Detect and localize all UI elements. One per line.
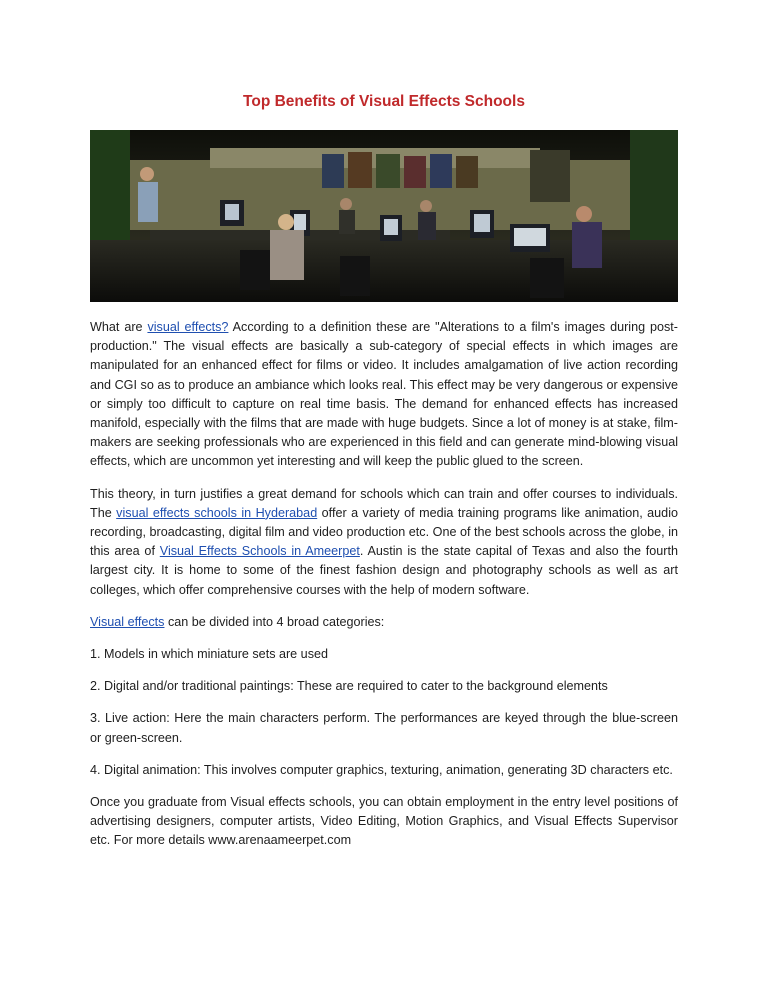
- page-title: Top Benefits of Visual Effects Schools: [243, 93, 525, 110]
- text-span: . Austin is the state capital of Texas and also the fourth largest city. It is home to some of the finest fashion design and photography schools as well as art colleges, which offer comprehensive courses with the help of modern software.: [90, 544, 678, 597]
- classroom-photo: [90, 130, 678, 302]
- text-span: This theory, in turn justifies a great demand for schools which can train and offer courses to individuals. The: [90, 486, 678, 520]
- text-span: According to a definition these are "Alterations to a film's images during post-production." The visual effects are basically a sub-category of special effects in which images are manipulated for an enhanced effect for films or video. It includes amalgamation of live action recording and CGI so as to produce an ambiance which looks real. This effect may be very dangerous or expensive or simply too difficult to capture on real time basis. The demand for enhanced effects has increased manifold, especially with the films that are made with huge budgets. Since a lot of money is at stake, film-makers are seeking professionals who are experienced in this field and can generate mind-blowing visual effects, which are uncommon yet interesting and will keep the public glued to the screen.: [90, 320, 678, 469]
- link-vfx-schools-hyderabad[interactable]: visual effects schools in Hyderabad: [116, 505, 318, 520]
- paragraph-schools: [90, 485, 678, 600]
- article-body: [90, 318, 678, 851]
- paragraph-intro: [90, 318, 678, 472]
- text-span: can be divided into 4 broad categories:: [164, 614, 385, 629]
- list-item: 2. Digital and/or traditional paintings: These are required to cater to the background elements: [90, 679, 608, 694]
- classroom-photo-illustration: [90, 130, 678, 302]
- list-item: 3. Live action: Here the main characters perform. The performances are keyed through the blue-screen or green-screen.: [90, 711, 678, 745]
- text-span: offer a variety of media training programs like animation, audio recording, broadcasting, digital film and video production etc. One of the best schools across the globe, in this area of: [90, 505, 678, 559]
- paragraph-categories-intro: [90, 613, 678, 632]
- link-vfx-schools-ameerpet[interactable]: Visual Effects Schools in Ameerpet: [159, 544, 360, 559]
- list-item: 1. Models in which miniature sets are used: [90, 647, 328, 662]
- paragraph-employment: Once you graduate from Visual effects schools, you can obtain employment in the entry level positions of advertising designers, computer artists, Video Editing, Motion Graphics, and Visual Effects Supervisor etc. For more details www.arenaameerpet.com: [90, 795, 678, 848]
- link-visual-effects[interactable]: visual effects?: [147, 320, 229, 334]
- list-item: 4. Digital animation: This involves computer graphics, texturing, animation, generating 3D characters etc.: [90, 762, 673, 777]
- link-visual-effects-2[interactable]: Visual effects: [90, 614, 165, 629]
- text-span: What are: [90, 320, 148, 334]
